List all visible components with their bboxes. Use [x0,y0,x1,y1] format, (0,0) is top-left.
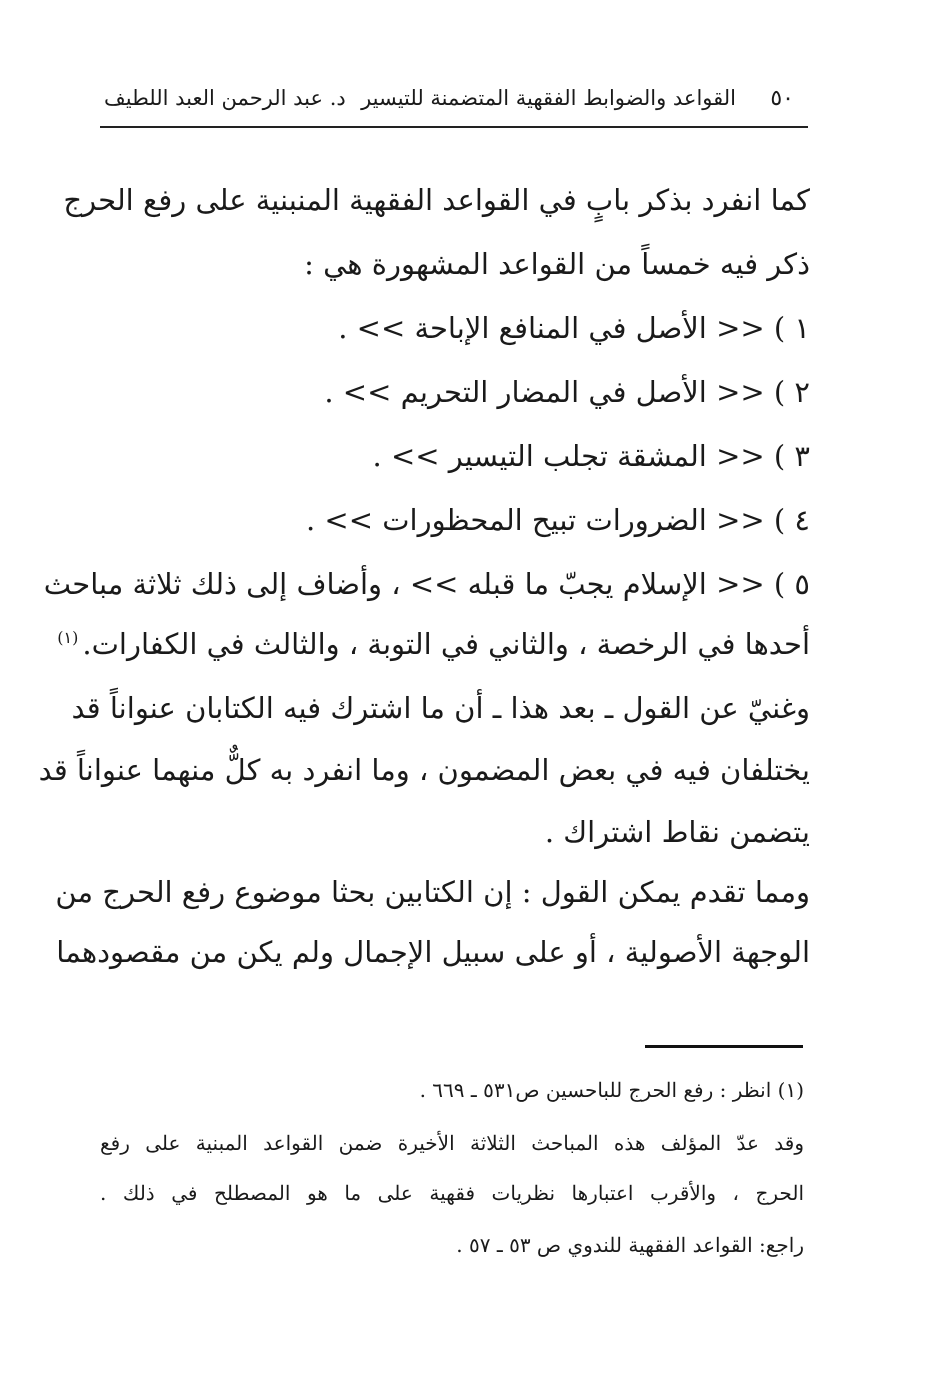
page-number: ٥٠ [770,86,794,111]
footnote-divider [645,1045,803,1048]
body-line: وغنيّ عن القول ـ بعد هذا ـ أن ما اشترك فيه الكتابان عنواناً قد [71,691,810,725]
list-item: ٢ ) << الأصل في المضار التحريم >> . [324,375,810,409]
body-line: كما انفرد بذكر بابٍ في القواعد الفقهية المنبنية على رفع الحرج [63,183,810,217]
footnote-line: وقد عدّ المؤلف هذه المباحث الثلاثة الأخيرة ضمن القواعد المبنية على رفع [100,1131,804,1155]
list-item: ١ ) << الأصل في المنافع الإباحة >> . [338,311,810,345]
body-line: يختلفان فيه في بعض المضمون ، وما انفرد به كلٌّ منهما عنواناً قد [38,753,810,787]
author-name: د. عبد الرحمن العبد اللطيف [104,86,346,110]
footnote-line: الحرج ، والأقرب اعتبارها نظريات فقهية على ما هو المصطلح في ذلك . [100,1181,804,1205]
body-line: ذكر فيه خمساً من القواعد المشهورة هي : [304,247,810,281]
body-line: الوجهة الأصولية ، أو على سبيل الإجمال ولم يكن من مقصودهما [56,935,810,969]
running-header [104,86,806,120]
footnote-line: (١) انظر : رفع الحرج للباحسين ص٥٣١ ـ ٦٦٩ . [419,1078,804,1102]
body-line [57,627,810,661]
body-line-text: أحدها في الرخصة ، والثاني في التوبة ، والثالث في الكفارات. [82,627,810,661]
list-item: ٥ ) << الإسلام يجبّ ما قبله >> ، وأضاف إلى ذلك ثلاثة مباحث [43,567,810,601]
book-title: القواعد والضوابط الفقهية المتضمنة للتيسير [361,86,736,110]
body-line: يتضمن نقاط اشتراك . [544,815,810,849]
footnote-reference: (١) [57,628,79,648]
list-item: ٤ ) << الضرورات تبيح المحظورات >> . [305,503,810,537]
body-line: ومما تقدم يمكن القول : إن الكتابين بحثا موضوع رفع الحرج من [55,875,810,909]
header-divider [100,126,808,128]
list-item: ٣ ) << المشقة تجلب التيسير >> . [372,439,810,473]
footnote-line: راجع: القواعد الفقهية للندوي ص ٥٣ ـ ٥٧ . [456,1233,804,1257]
